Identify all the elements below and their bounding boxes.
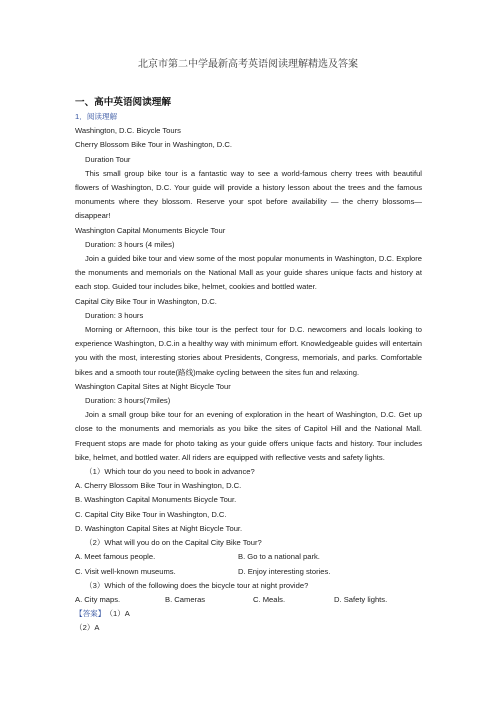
- question-2-option-d: D. Enjoy interesting stories.: [238, 566, 331, 576]
- tour4-description: Join a small group bike tour for an evening of exploration in the heart of Washington, D.C. Get up close to the monuments and memorials as you bike the sites of Capitol Hill and the National Mall. Frequent stops are made for photo taking as your guide offers unique facts and history. Tour includes bike, helmet, and bottled water. All riders are equipped with reflective vests and safety lights.: [75, 410, 422, 462]
- question-1-option-b: B. Washington Capital Monuments Bicycle Tour.: [75, 495, 237, 505]
- document-body: [75, 96, 422, 636]
- tour2-description: Join a guided bike tour and view some of the most popular monuments in Washington, D.C. Explore the monuments and memorials on the National Mall as your guide shares unique facts and history at each stop. Guided tour includes bike, helmet, cookies and bottled water.: [75, 254, 422, 292]
- question-2-stem: （2）What will you do on the Capital City Bike Tour?: [85, 538, 262, 548]
- passage-title: Washington, D.C. Bicycle Tours: [75, 126, 181, 136]
- answer-1: （1）A: [105, 609, 130, 619]
- answer-2: （2）A: [75, 623, 100, 633]
- tour3-duration: Duration: 3 hours: [85, 310, 144, 320]
- question-3-option-b: B. Cameras: [165, 594, 206, 604]
- question-2-option-a: A. Meet famous people.: [75, 552, 156, 562]
- question-1-option-d: D. Washington Capital Sites at Night Bicycle Tour.: [75, 523, 243, 533]
- tour4-duration: Duration: 3 hours(7miles): [85, 396, 171, 406]
- question-3-stem: （3）Which of the following does the bicycle tour at night provide?: [85, 580, 309, 590]
- section-heading: 一、高中英语阅读理解: [75, 97, 171, 108]
- tour1-name: Cherry Blossom Bike Tour in Washington, D.C.: [75, 140, 232, 150]
- tour4-name: Washington Capital Sites at Night Bicycle Tour: [75, 381, 231, 391]
- tour2-duration: Duration: 3 hours (4 miles): [85, 239, 175, 249]
- question-3-options-row: [75, 593, 422, 607]
- tour1-description: This small group bike tour is a fantastic way to see a world-famous cherry trees with beautiful flowers of Washington, D.C. Your guide will provide a history lesson about the trees and the famous monuments where they blossom. Reserve your spot before availability — the cherry blossoms—disappear!: [75, 168, 422, 221]
- question-2-option-b: B. Go to a national park.: [238, 552, 320, 562]
- tour2-name: Washington Capital Monuments Bicycle Tour: [75, 225, 226, 235]
- tour3-description: Morning or Afternoon, this bike tour is the perfect tour for D.C. newcomers and locals looking to experience Washington, D.C.in a healthy way with minimum effort. Knowledgeable guides will entertain you with the most, interesting stories about Presidents, Congress, memorials, and parks. Comfortable bikes and a smooth tour route(路线)make cycling between the sites fun and relaxing.: [75, 325, 422, 377]
- question-2-options-row-1: [75, 550, 422, 564]
- question-3-option-d: D. Safety lights.: [334, 594, 388, 604]
- document-title: 北京市第二中学最新高考英语阅读理解精选及答案: [138, 59, 358, 70]
- question-2-options-row-2: [75, 565, 422, 579]
- question-2-option-c: C. Visit well-known museums.: [75, 566, 176, 576]
- tour1-duration: Duration Tour: [85, 154, 131, 164]
- answer-row: [75, 607, 422, 621]
- question-3-option-a: A. City maps.: [75, 594, 121, 604]
- question-3-option-c: C. Meals.: [253, 594, 286, 604]
- tour3-name: Capital City Bike Tour in Washington, D.C.: [75, 296, 217, 306]
- question-1-option-a: A. Cherry Blossom Bike Tour in Washington, D.C.: [75, 481, 242, 491]
- answer-key-label: 【答案】: [75, 609, 106, 619]
- question-label: 1．阅读理解: [75, 112, 118, 121]
- question-1-stem: （1）Which tour do you need to book in advance?: [85, 467, 255, 477]
- question-1-option-c: C. Capital City Bike Tour in Washington, D.C.: [75, 509, 227, 519]
